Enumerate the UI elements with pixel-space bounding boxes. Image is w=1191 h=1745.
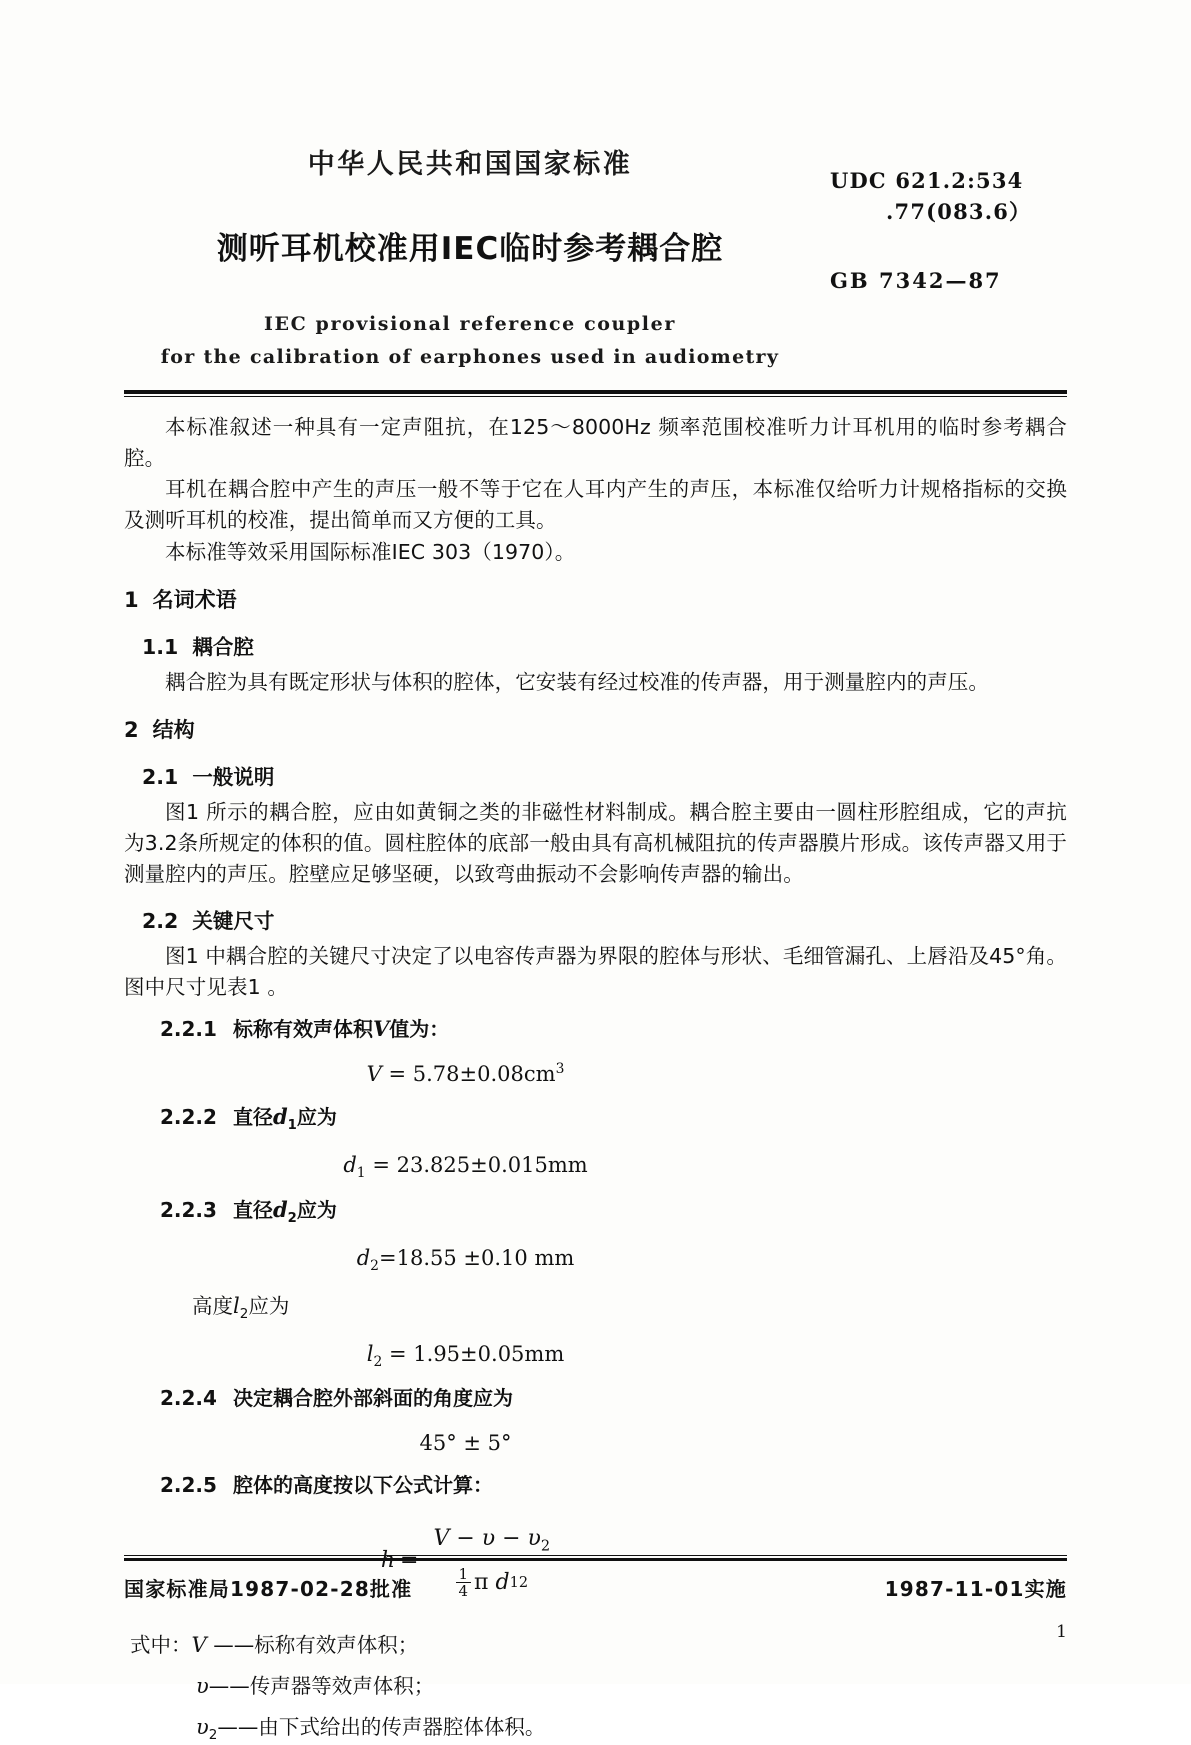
formula-l2-lhs-sub: 2 (373, 1354, 383, 1371)
section-2-number: 2 (124, 718, 139, 742)
formula-V-rel: = (388, 1061, 407, 1086)
footer-effective-text: 1987-11-01实施 (884, 1577, 1067, 1601)
intro-paragraph-1: 本标准叙述一种具有一定声阻抗，在125～8000Hz 频率范围校准听力计耳机用的临时参考耦合腔。 (124, 415, 1067, 471)
formula-d1-tol: 0.015 (487, 1152, 548, 1177)
formula-d1-rel: = (372, 1152, 390, 1177)
section-2-2-3-title-pre: 直径 (232, 1198, 273, 1223)
section-heading-2-2-4 (124, 1383, 1067, 1413)
formula-diameter-d1 (124, 1150, 1067, 1184)
section-heading-2-2 (124, 906, 1067, 937)
section-2-2-body: 图1 中耦合腔的关键尺寸决定了以电容传声器为界限的腔体与形状、毛细管漏孔、上唇沿及45°角。图中尺寸见表1 。 (124, 943, 1067, 999)
formula-V-tol: 0.08 (477, 1061, 524, 1086)
section-2-2-1-number: 2.2.1 (160, 1017, 217, 1041)
formula-d1-lhs: d (343, 1152, 357, 1177)
udc-line-1: UDC 621.2:534 (830, 168, 1024, 193)
section-2-2-5-number: 2.2.5 (160, 1472, 217, 1497)
formula-V-lhs: V (366, 1061, 382, 1086)
page-footer (124, 1573, 1067, 1602)
header-titles (150, 130, 790, 368)
denominator-symbol: d (495, 1570, 510, 1596)
formula-l2-value: 1.95 (413, 1342, 461, 1367)
formula-V-unit: cm (523, 1061, 556, 1086)
section-2-title: 结构 (152, 718, 195, 742)
where-symbol-v2-sub: 2 (208, 1726, 218, 1743)
formula-diameter-d2 (124, 1243, 1067, 1277)
page-header (0, 130, 1191, 390)
section-2-2-number: 2.2 (142, 908, 179, 933)
formula-h-rel: = (400, 1548, 419, 1574)
height-l2-label-post: 应为 (248, 1294, 290, 1319)
section-2-1-title: 一般说明 (192, 764, 275, 789)
section-heading-2-2-3 (124, 1194, 1067, 1229)
formula-nominal-volume (124, 1059, 1067, 1091)
section-2-2-1-title-pre: 标称有效声体积 (232, 1017, 373, 1041)
section-2-2-5-title: 腔体的高度按以下公式计算： (232, 1472, 493, 1497)
formula-d2-rel: = (378, 1246, 397, 1271)
where-item-v2 (124, 1712, 1067, 1745)
one-quarter-numerator: 1 (456, 1567, 472, 1584)
section-2-2-2-number: 2.2.2 (160, 1104, 217, 1129)
formula-V-unit-exponent: 3 (555, 1060, 565, 1077)
where-definitions (124, 1630, 1067, 1745)
standard-title-cn: 测听耳机校准用IEC临时参考耦合腔 (216, 231, 724, 267)
formula-V-pm: ± (459, 1061, 478, 1086)
standard-number: GB 7342—87 (830, 268, 1002, 293)
section-2-2-3-title-post: 应为 (296, 1198, 337, 1223)
where-text-v: 传声器等效声体积； (249, 1673, 435, 1698)
where-dash-v2: —— (217, 1714, 259, 1739)
section-2-1-body: 图1 所示的耦合腔，应由如黄铜之类的非磁性材料制成。耦合腔主要由一圆柱形腔组成，它的声抗为3.2条所规定的体积的值。圆柱腔体的底部一般由具有高机械阻抗的传声器膜片形成。该传声器又用于测量腔内的声压。腔壁应足够坚硬，以致弯曲振动不会影响传声器的输出。 (124, 800, 1067, 887)
section-heading-1-1 (124, 632, 1067, 663)
fraction-numerator-sub: 2 (540, 1538, 551, 1555)
height-l2-symbol: l (233, 1294, 240, 1319)
where-label: 式中： (130, 1632, 192, 1657)
formula-h-lhs: h (380, 1548, 395, 1574)
formula-d2-value: 18.55 (396, 1246, 457, 1271)
formula-d1-value: 23.825 (396, 1152, 471, 1177)
where-text-v2: 由下式给出的传声器腔体体积。 (258, 1714, 546, 1739)
formula-d2-unit: mm (534, 1246, 575, 1271)
section-1-1-title: 耦合腔 (192, 634, 254, 659)
national-standard-line: 中华人民共和国国家标准 (307, 149, 633, 180)
formula-d1-lhs-sub: 1 (356, 1165, 366, 1182)
section-2-2-4-number: 2.2.4 (160, 1386, 217, 1411)
one-quarter-denominator: 4 (458, 1582, 469, 1601)
formula-d1-pm: ± (470, 1152, 488, 1177)
section-1-1-body: 耦合腔为具有既定形状与体积的腔体，它安装有经过校准的传声器，用于测量腔内的声压。 (165, 669, 989, 694)
height-l2-label (124, 1291, 1067, 1325)
section-2-2-3-number: 2.2.3 (160, 1198, 217, 1223)
section-2-2-1-symbol: V (372, 1016, 390, 1041)
section-2-2-2-title-pre: 直径 (232, 1104, 273, 1129)
height-l2-symbol-sub: 2 (239, 1306, 249, 1323)
formula-l2-lhs: l (366, 1342, 374, 1367)
section-heading-2-2-5 (124, 1470, 1067, 1500)
section-heading-2-2-2 (124, 1101, 1067, 1136)
section-2-2-3-symbol-sub: 2 (287, 1211, 297, 1227)
section-2-2-title: 关键尺寸 (192, 908, 275, 933)
header-divider-rule (124, 390, 1067, 397)
section-2-1-number: 2.1 (142, 764, 179, 789)
section-1-title: 名词术语 (152, 587, 237, 612)
formula-bevel-angle: 45° ± 5° (419, 1430, 512, 1455)
section-2-2-1-title-post: 值为： (389, 1017, 450, 1041)
formula-l2-pm: ± (460, 1342, 478, 1367)
where-symbol-v: υ (196, 1673, 209, 1698)
where-item-V (124, 1630, 1067, 1662)
section-heading-2-2-1 (124, 1013, 1067, 1045)
where-symbol-v2: υ (196, 1714, 209, 1739)
formula-l2-rel: = (388, 1342, 407, 1367)
where-text-V: 标称有效声体积； (254, 1632, 419, 1657)
fraction-numerator-text: V − υ − υ (433, 1526, 541, 1552)
formula-l2-unit: mm (524, 1342, 565, 1367)
section-heading-2-1 (124, 762, 1067, 793)
footer-divider-rule (124, 1555, 1067, 1561)
udc-line-2: .77(083.6） (886, 199, 1032, 224)
document-body (124, 412, 1067, 1745)
page-number: 1 (1056, 1622, 1067, 1642)
formula-l2-tol: 0.05 (477, 1342, 525, 1367)
where-dash-V: —— (213, 1632, 255, 1657)
intro-paragraph-3: 本标准等效采用国际标准IEC 303（1970）。 (165, 539, 576, 564)
height-l2-label-pre: 高度 (192, 1294, 233, 1319)
standard-title-en-line2: for the calibration of earphones used in audiometry (160, 346, 780, 368)
formula-d2-lhs: d (356, 1246, 371, 1271)
formula-height-l2 (124, 1339, 1067, 1373)
formula-V-value: 5.78 (412, 1061, 460, 1086)
denominator-symbol-sub: 1 (509, 1575, 519, 1592)
where-dash-v: —— (208, 1673, 250, 1698)
section-1-1-number: 1.1 (142, 634, 179, 659)
denominator-pi: π (474, 1570, 489, 1596)
section-heading-2 (124, 715, 1067, 747)
section-2-2-2-symbol-sub: 1 (287, 1117, 297, 1133)
section-1-number: 1 (124, 587, 139, 612)
section-2-2-3-symbol: d (272, 1197, 288, 1223)
section-2-2-2-symbol: d (272, 1103, 288, 1129)
formula-d2-lhs-sub: 2 (370, 1258, 379, 1275)
standard-title-en-line1: IEC provisional reference coupler (264, 313, 676, 335)
formula-d1-unit: mm (547, 1152, 588, 1177)
section-2-2-2-title-post: 应为 (296, 1104, 337, 1129)
header-identifiers (830, 168, 1160, 293)
footer-approval-text: 国家标准局1987-02-28批准 (124, 1577, 413, 1601)
formula-d2-pm: ± (463, 1246, 482, 1271)
formula-d2-tol: 0.10 (481, 1246, 528, 1271)
section-2-2-4-title: 决定耦合腔外部斜面的角度应为 (232, 1386, 513, 1411)
where-symbol-V: V (191, 1632, 207, 1657)
denominator-symbol-sup: 2 (518, 1575, 529, 1592)
intro-paragraph-2: 耳机在耦合腔中产生的声压一般不等于它在人耳内产生的声压，本标准仅给听力计规格指标的交换及测听耳机的校准，提出简单而又方便的工具。 (124, 477, 1067, 533)
where-item-v (124, 1671, 1067, 1703)
section-heading-1 (124, 585, 1067, 617)
